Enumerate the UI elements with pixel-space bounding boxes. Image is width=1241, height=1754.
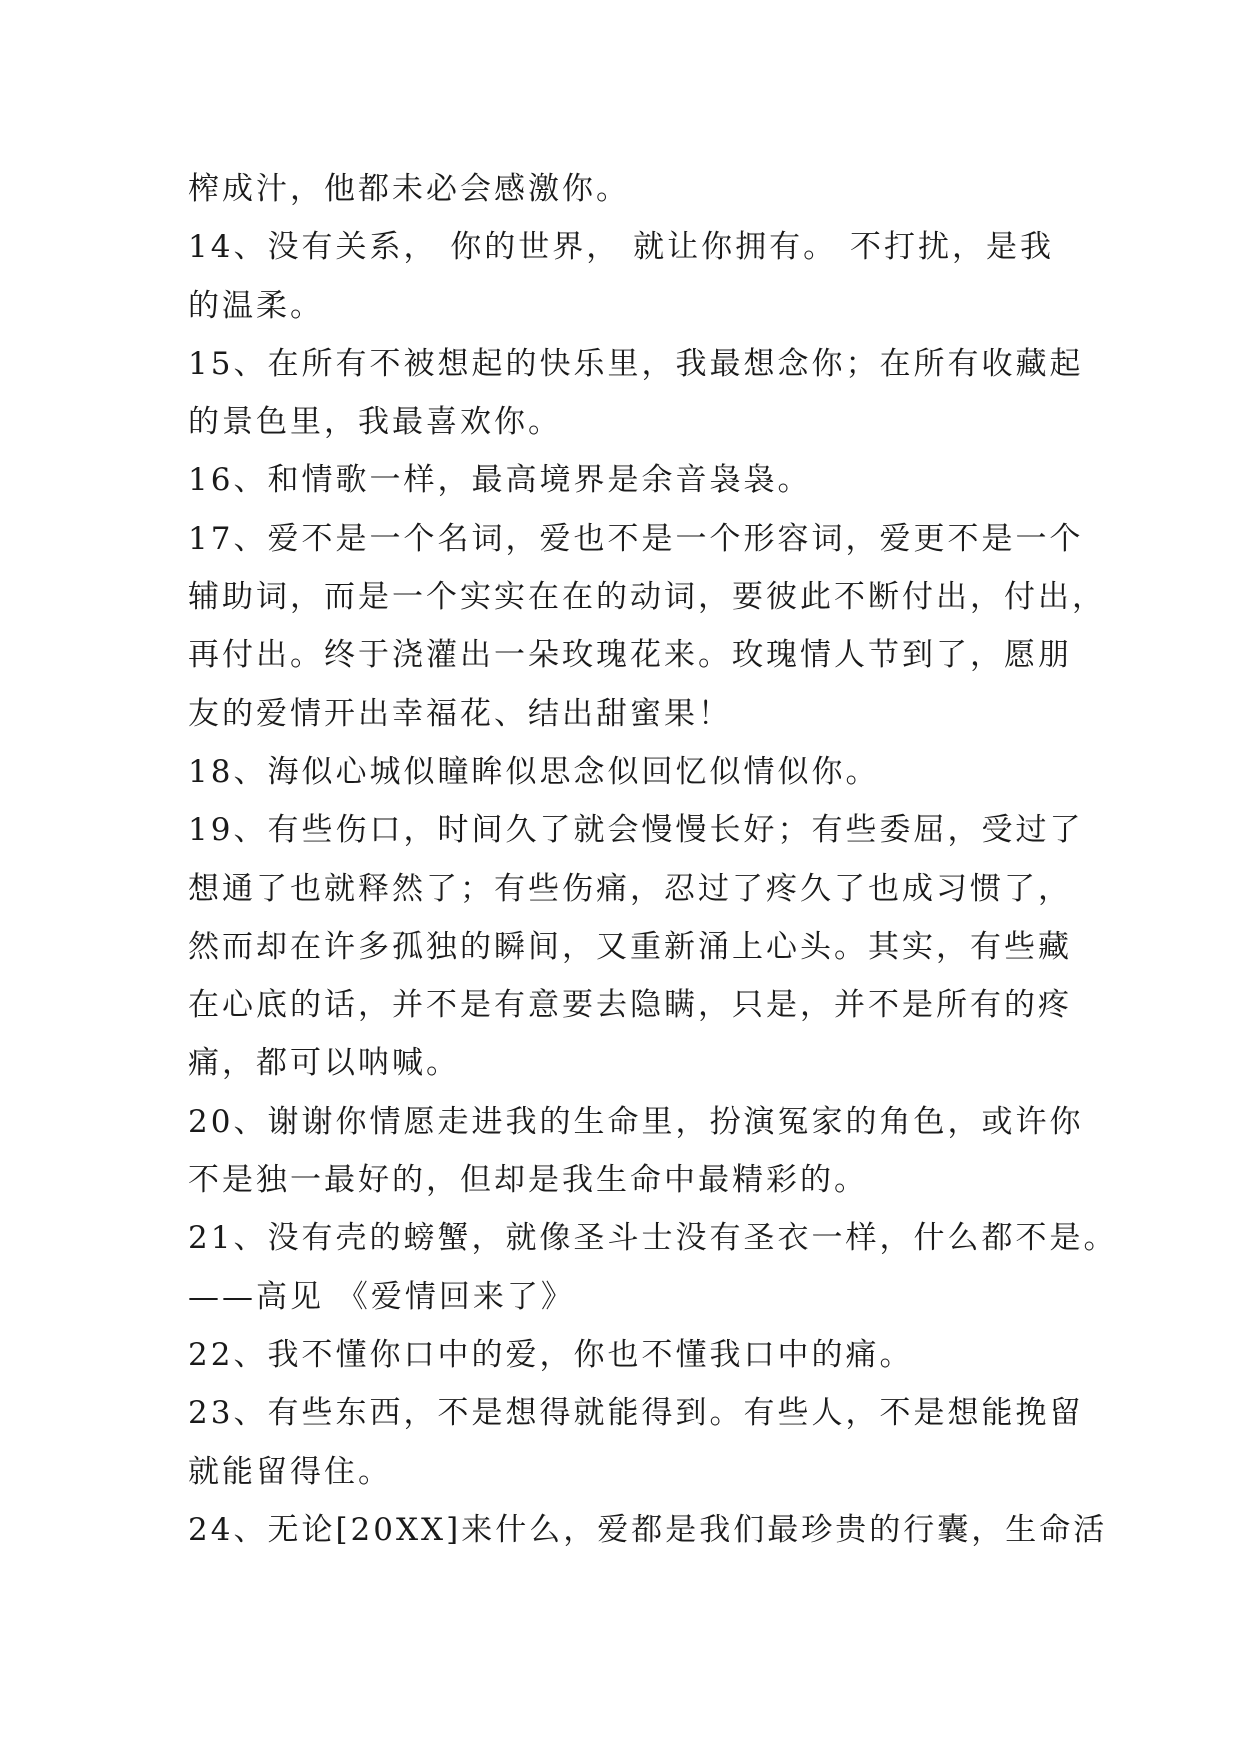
text-line: 的景色里，我最喜欢你。 xyxy=(188,404,562,441)
text-line: 不是独一最好的，但却是我生命中最精彩的。 xyxy=(188,1162,868,1199)
text-line: 20、谢谢你情愿走进我的生命里，扮演冤家的角色，或许你 xyxy=(188,1103,1084,1140)
text-line: 然而却在许多孤独的瞬间，又重新涌上心头。其实，有些藏 xyxy=(188,928,1072,965)
text-line: 18、海似心城似瞳眸似思念似回忆似情似你。 xyxy=(188,753,880,790)
text-line: 痛，都可以呐喊。 xyxy=(188,1045,460,1082)
text-line: 17、爱不是一个名词，爱也不是一个形容词，爱更不是一个 xyxy=(188,520,1084,557)
text-line: 21、没有壳的螃蟹，就像圣斗士没有圣衣一样，什么都不是。 xyxy=(188,1220,1118,1257)
text-line: 再付出。终于浇灌出一朵玫瑰花来。玫瑰情人节到了，愿朋 xyxy=(188,637,1072,674)
text-line: 22、我不懂你口中的爱，你也不懂我口中的痛。 xyxy=(188,1336,914,1373)
text-line: 榨成汁，他都未必会感激你。 xyxy=(188,171,630,207)
text-line: 14、没有关系， 你的世界， 就让你拥有。 不打扰，是我 xyxy=(188,229,1055,266)
text-line: 想通了也就释然了；有些伤痛，忍过了疼久了也成习惯了， xyxy=(188,870,1072,907)
text-line: 16、和情歌一样，最高境界是余音袅袅。 xyxy=(188,462,812,499)
text-line: 友的爱情开出幸福花、结出甜蜜果！ xyxy=(188,695,732,732)
text-line: 辅助词，而是一个实实在在的动词，要彼此不断付出，付出， xyxy=(188,579,1106,616)
text-line: 19、有些伤口，时间久了就会慢慢长好；有些委屈，受过了 xyxy=(188,812,1084,849)
document-body xyxy=(188,160,1118,1559)
text-line: 的温柔。 xyxy=(188,287,324,324)
text-line: 15、在所有不被想起的快乐里，我最想念你；在所有收藏起 xyxy=(188,345,1084,382)
text-line: 就能留得住。 xyxy=(188,1453,392,1490)
text-line: 23、有些东西，不是想得就能得到。有些人，不是想能挽留 xyxy=(188,1395,1084,1432)
text-line: 在心底的话，并不是有意要去隐瞒，只是，并不是所有的疼 xyxy=(188,987,1072,1024)
text-line: 24、无论[20XX]来什么，爱都是我们最珍贵的行囊，生命活 xyxy=(188,1511,1108,1548)
text-line: ——高见 《爱情回来了》 xyxy=(188,1278,575,1315)
